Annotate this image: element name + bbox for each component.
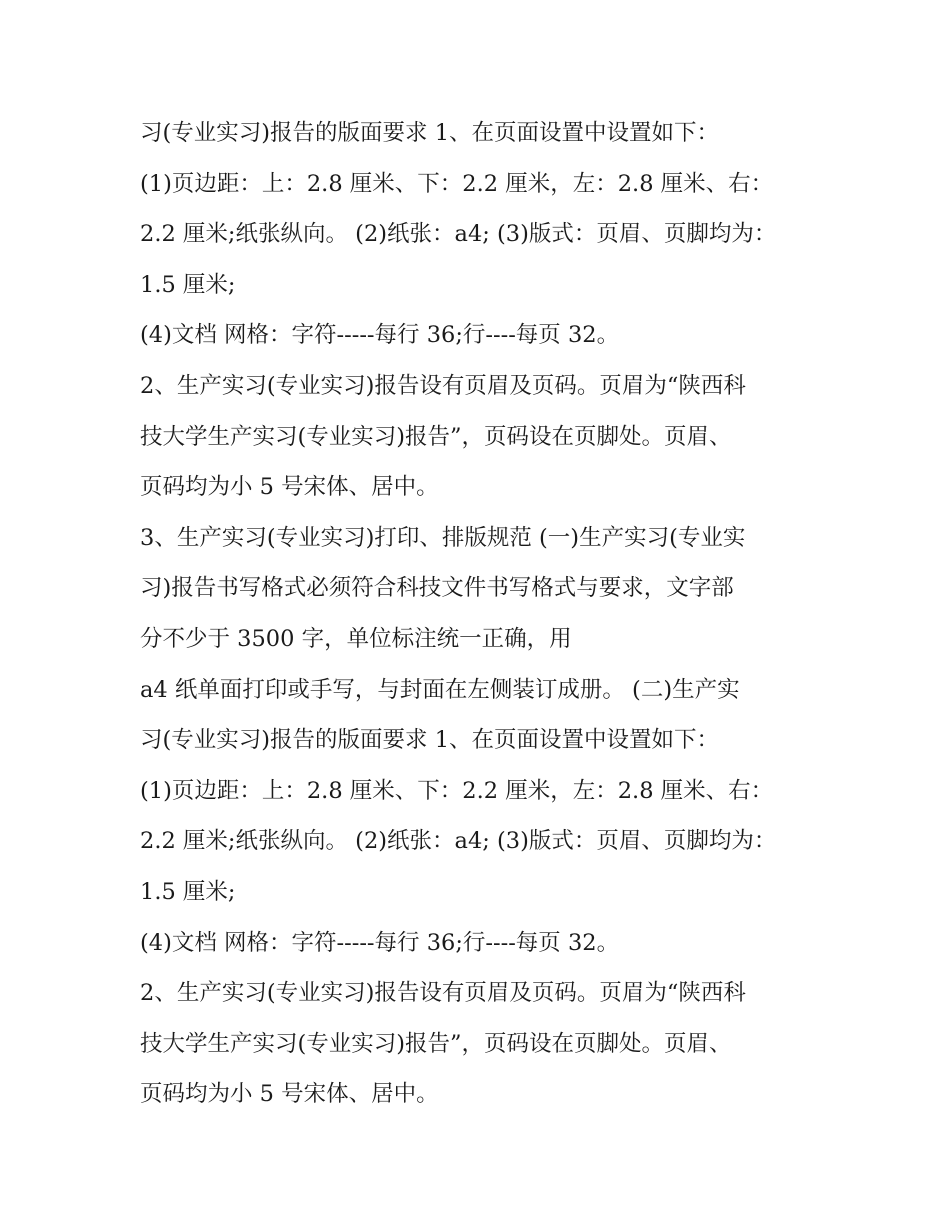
text-line: 2、生产实习(专业实习)报告设有页眉及页码。页眉为“陕西科 <box>140 980 746 1007</box>
text-line: 页码均为小 5 号宋体、居中。 <box>140 1081 439 1108</box>
text-line: 习(专业实习)报告的版面要求 1、在页面设置中设置如下： <box>140 120 720 146</box>
text-line: 技大学生产实习(专业实习)报告”，页码设在页脚处。页眉、 <box>140 1030 732 1057</box>
text-line: (1)页边距：上：2.8 厘米、下：2.2 厘米，左：2.8 厘米、右： <box>140 170 774 197</box>
text-line: 2、生产实习(专业实习)报告设有页眉及页码。页眉为“陕西科 <box>140 372 746 399</box>
text-line: 2.2 厘米;纸张纵向。 (2)纸张：a4; (3)版式：页眉、页脚均为： <box>140 221 777 248</box>
text-line: 3、生产实习(专业实习)打印、排版规范 (一)生产实习(专业实 <box>140 524 746 551</box>
document-body <box>140 108 820 1120</box>
text-line: 页码均为小 5 号宋体、居中。 <box>140 474 439 501</box>
text-line: (4)文档 网格：字符-----每行 36;行----每页 32。 <box>140 322 620 349</box>
text-line: 技大学生产实习(专业实习)报告”，页码设在页脚处。页眉、 <box>140 423 732 450</box>
text-line: 1.5 厘米; <box>140 878 236 905</box>
text-line: 习(专业实习)报告的版面要求 1、在页面设置中设置如下： <box>140 727 720 754</box>
text-line: 习)报告书写格式必须符合科技文件书写格式与要求，文字部 <box>140 575 734 602</box>
text-line: 2.2 厘米;纸张纵向。 (2)纸张：a4; (3)版式：页眉、页脚均为： <box>140 828 777 855</box>
text-line: (4)文档 网格：字符-----每行 36;行----每页 32。 <box>140 929 620 956</box>
text-line: 1.5 厘米; <box>140 271 236 298</box>
text-line: (1)页边距：上：2.8 厘米、下：2.2 厘米，左：2.8 厘米、右： <box>140 777 774 804</box>
text-line: a4 纸单面打印或手写，与封面在左侧装订成册。 (二)生产实 <box>140 676 740 703</box>
text-line: 分不少于 3500 字，单位标注统一正确，用 <box>140 625 572 652</box>
